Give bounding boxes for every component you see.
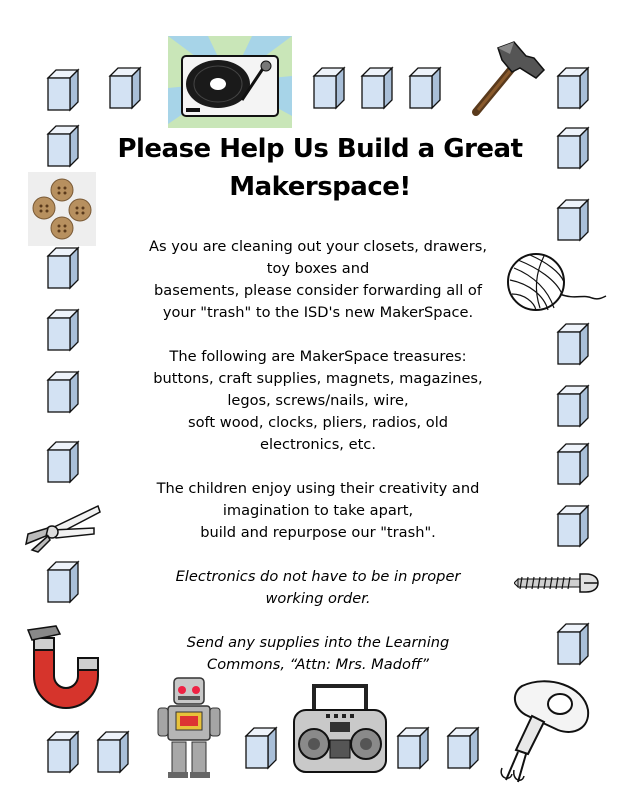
text-line: soft wood, clocks, pliers, radios, old [187,414,449,431]
text-line: build and repurpose our "trash". [200,524,436,541]
block-cube-icon [96,730,130,774]
block-cube-icon [46,246,80,290]
text-line: legos, screws/nails, wire, [227,392,409,409]
hammer-icon [462,40,548,118]
text-line: electronics, etc. [260,436,376,453]
block-cube-icon [556,322,590,366]
block-cube-icon [46,370,80,414]
text-line: The children enjoy using their creativity and [156,480,480,497]
buttons-icon [28,172,96,246]
block-cube-icon [46,560,80,604]
block-cube-icon [556,622,590,666]
block-cube-icon [556,66,590,110]
block-cube-icon [46,124,80,168]
block-cube-icon [46,730,80,774]
text-line: Send any supplies into the Learning [186,634,450,651]
text-line: As you are cleaning out your closets, drawers, [149,238,487,255]
block-cube-icon [556,126,590,170]
yarn-ball-icon [504,250,608,314]
block-cube-icon [360,66,394,110]
text-line: toy boxes and [266,260,370,277]
block-cube-icon [556,442,590,486]
block-cube-icon [312,66,346,110]
block-cube-icon [396,726,430,770]
send-supplies-note [118,632,518,676]
pliers-icon [22,498,102,556]
block-cube-icon [446,726,480,770]
block-cube-icon [108,66,142,110]
boombox-icon [290,680,390,776]
title-line: Please Help Us Build a Great [117,134,523,164]
text-line: your "trash" to the ISD's new MakerSpace. [162,304,474,321]
block-cube-icon [244,726,278,770]
block-cube-icon [556,504,590,548]
text-line: basements, please consider forwarding all of [154,282,482,299]
record-player-icon [168,36,292,128]
title-line: Makerspace! [229,172,411,202]
electronics-note [118,566,518,610]
text-line: The following are MakerSpace treasures: [169,348,467,365]
block-cube-icon [46,68,80,112]
magnet-icon [20,624,106,720]
intro-paragraph [118,236,518,324]
block-cube-icon [556,384,590,428]
block-cube-icon [46,308,80,352]
text-line: working order. [265,590,371,607]
text-line: Commons, “Attn: Mrs. Madoff” [207,656,429,673]
treasures-paragraph [118,346,518,456]
block-cube-icon [556,198,590,242]
block-cube-icon [46,440,80,484]
hand-mixer-icon [488,676,592,784]
text-line: buttons, craft supplies, magnets, magazines, [153,370,483,387]
robot-icon [156,676,222,780]
page-title [100,130,540,206]
creativity-paragraph [118,478,518,544]
screw-icon [514,570,600,596]
text-line: imagination to take apart, [222,502,414,519]
text-line: Electronics do not have to be in proper [175,568,461,585]
block-cube-icon [408,66,442,110]
